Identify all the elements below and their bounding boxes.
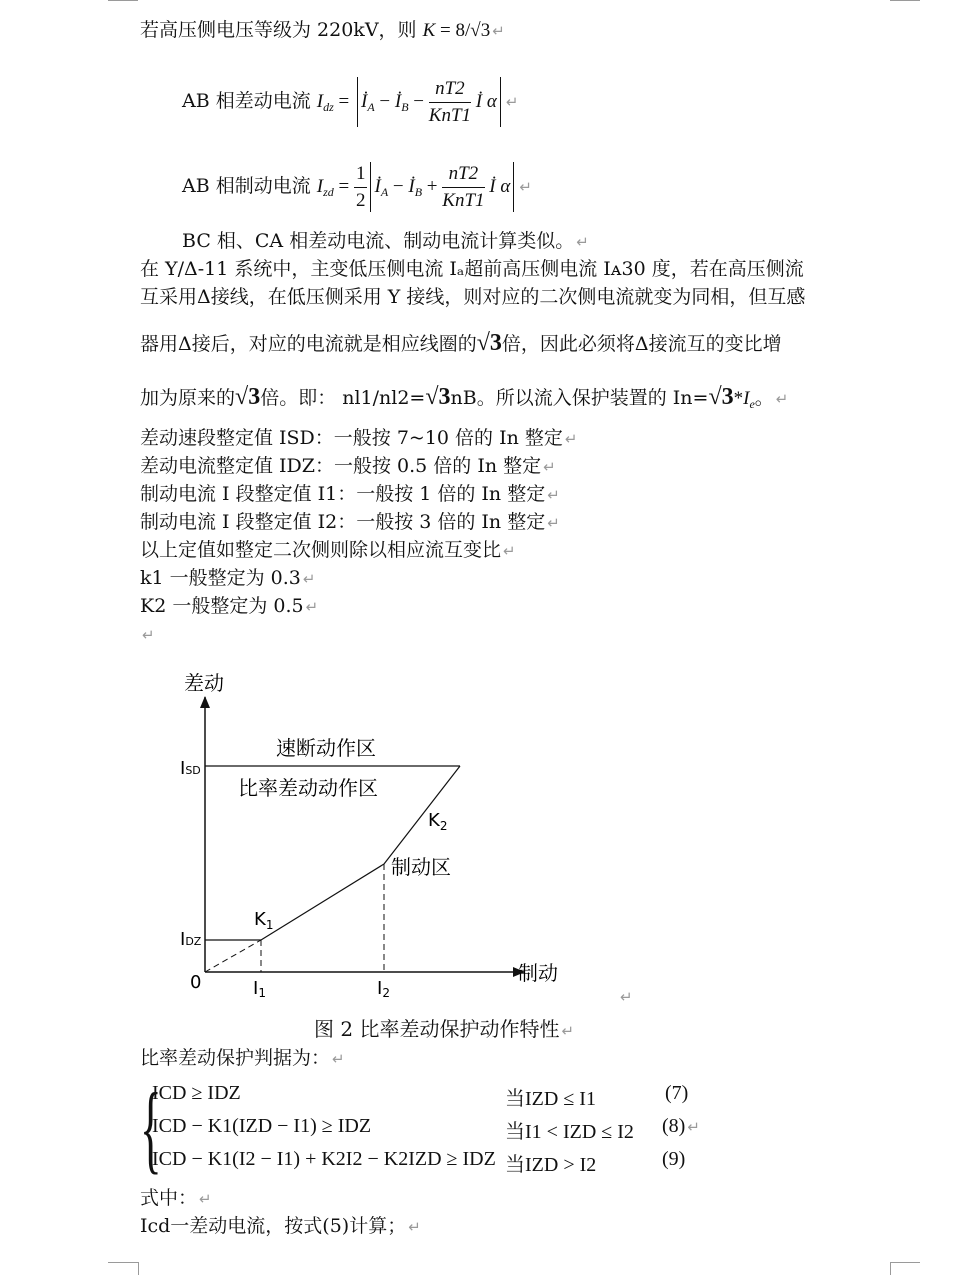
- brake-region-label: 制动区: [391, 855, 451, 879]
- k1-segment: [261, 864, 384, 940]
- setting-line: 差动速段整定值 ISD：一般按 7~10 倍的 In 整定 ↵: [140, 427, 578, 449]
- origin-dashed-line: [205, 940, 261, 972]
- paragraph-bc-ca: BC 相、CA 相差动电流、制动电流计算类似。 ↵: [182, 230, 589, 252]
- formula-ab-restraint: AB 相制动电流 $I_{zd}$ = $\frac{1}{2}$ $İ_A$ − $İ_B$ + $\frac{nT2}{\text{KnT1}}$ İ α ↵: [182, 158, 532, 214]
- formula-ab-differential: AB 相差动电流 $I_{dz}$ = $İ_A$ − $İ_B$ − $\frac{nT2}{\text{KnT1}}$ İ α ↵: [182, 73, 518, 129]
- i2-label: I2: [377, 978, 390, 1000]
- criterion-row: ICD ≥ IDZ: [152, 1082, 241, 1104]
- k1-label: $K_1$: [254, 909, 274, 932]
- formula-k-line: 若高压侧电压等级为 220kV，则 K = 8/√3 ↵: [140, 19, 505, 41]
- criterion-condition: 当I1 < IZD ≤ I2: [505, 1121, 634, 1143]
- fraction: $\frac{nT2}{\text{KnT1}}$: [428, 77, 472, 126]
- k2-segment: [384, 766, 460, 864]
- criterion-number: (7): [665, 1082, 689, 1104]
- paragraph-line: 互采用Δ接线，在低压侧采用 Y 接线，则对应的二次侧电流就变为同相，但互感: [140, 286, 806, 308]
- criterion-number: (8) ↵: [662, 1115, 700, 1137]
- idz-label: IDZ: [180, 929, 202, 950]
- y-axis-label: 差动: [184, 671, 224, 695]
- criteria-intro: 比率差动保护判据为： ↵: [140, 1047, 345, 1069]
- paragraph-line: 在 Y/Δ-11 系统中，主变低压侧电流 Iₐ超前高压侧电流 Iᴀ30 度，若在高压侧流: [140, 258, 804, 280]
- setting-line: 制动电流 I 段整定值 I1：一般按 1 倍的 In 整定 ↵: [140, 483, 560, 505]
- criterion-row: ICD − K1(I2 − I1) + K2I2 − K2IZD ≥ IDZ: [152, 1148, 496, 1170]
- setting-line: 制动电流 I 段整定值 I2：一般按 3 倍的 In 整定 ↵: [140, 511, 560, 533]
- fraction-half: $\frac{1}{2}$: [355, 162, 366, 211]
- definition-line: Icd一差动电流，按式(5)计算； ↵: [140, 1215, 421, 1237]
- x-axis-label: 制动: [518, 961, 558, 985]
- criterion-row: ICD − K1(IZD − I1) ≥ IDZ: [152, 1115, 372, 1137]
- brace: {: [140, 1072, 162, 1183]
- empty-paragraph: ↵: [142, 626, 155, 644]
- criterion-condition: 当IZD ≤ I1: [505, 1088, 596, 1110]
- k2-label: $K_2$: [428, 810, 448, 833]
- where-label: 式中： ↵: [140, 1187, 212, 1209]
- fast-trip-region-label: 速断动作区: [276, 736, 376, 760]
- criterion-number: (9): [662, 1148, 686, 1170]
- setting-line: K2 一般整定为 0.5 ↵: [140, 595, 319, 617]
- return-mark: ↵: [620, 988, 633, 1006]
- paragraph-line: 加为原来的√3倍。即： nl1/nl2=√3nB。所以流入保护装置的 $In=√3*I_e$。 ↵: [140, 384, 789, 411]
- isd-label: ISD: [180, 758, 201, 779]
- i1-label: I1: [253, 978, 266, 1000]
- criterion-condition: 当IZD > I2: [505, 1154, 597, 1176]
- figure-caption: 图 2 比率差动保护动作特性 ↵: [314, 1017, 575, 1041]
- setting-line: 以上定值如整定二次侧则除以相应流互变比 ↵: [140, 539, 516, 561]
- setting-line: 差动电流整定值 IDZ：一般按 0.5 倍的 In 整定 ↵: [140, 455, 556, 477]
- origin-label: 0: [190, 972, 202, 993]
- setting-line: k1 一般整定为 0.3 ↵: [140, 567, 316, 589]
- fraction: $\frac{nT2}{\text{KnT1}}$: [442, 162, 485, 211]
- paragraph-line: 器用Δ接后，对应的电流就是相应线圈的√3倍，因此必须将Δ接流互的变比增: [140, 330, 782, 356]
- ratio-region-label: 比率差动动作区: [238, 776, 378, 800]
